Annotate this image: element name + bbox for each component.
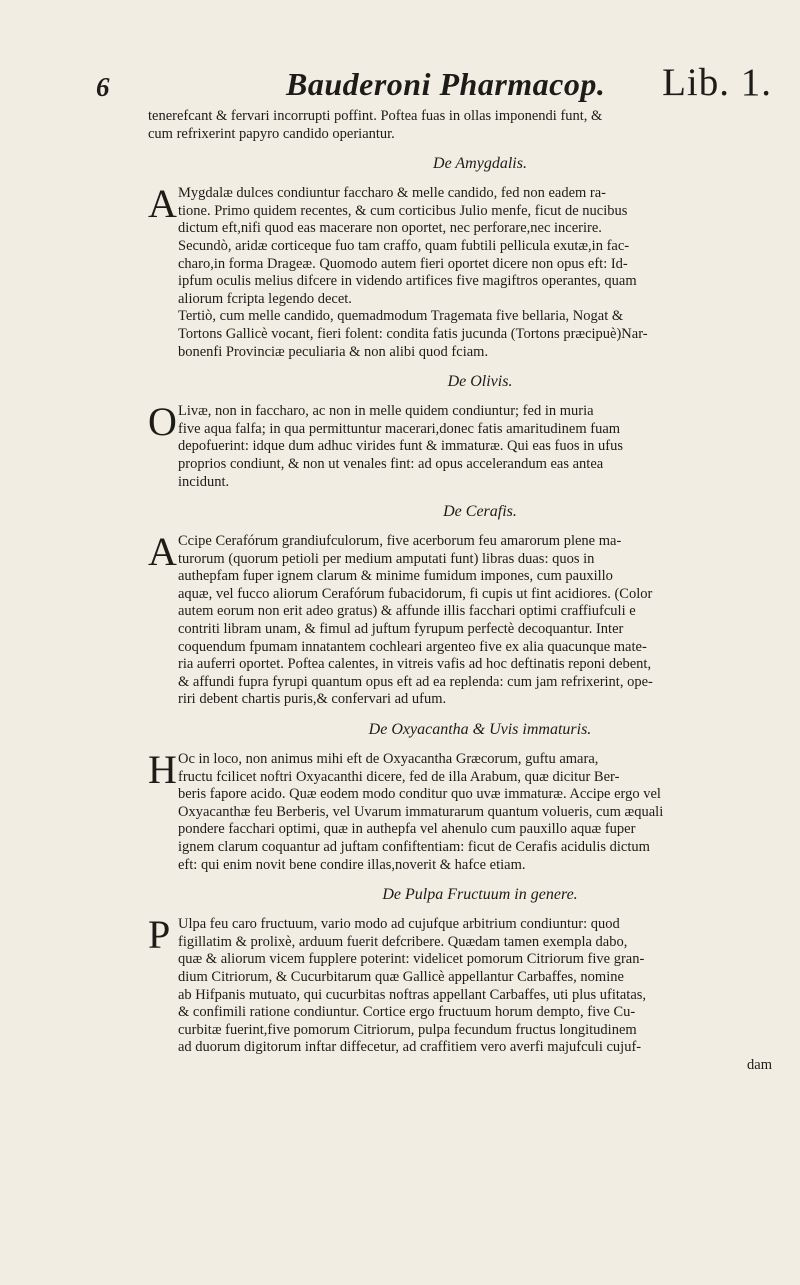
section-heading: De Pulpa Fructuum in genere. <box>382 886 578 904</box>
text-line: Oxyacanthæ feu Berberis, vel Uvarum immaturarum quantum volueris, cum æquali <box>178 803 664 820</box>
text-line: Ccipe Cerafórum grandiufculorum, five acerborum feu amarorum plene ma- <box>178 533 622 550</box>
text-line: eft: qui enim novit bene condire illas,noverit & hafce etiam. <box>178 856 526 873</box>
text-line: tione. Primo quidem recentes, & cum corticibus Julio menfe, ficut de nucibus <box>178 202 628 219</box>
section-heading: De Amygdalis. <box>433 155 527 173</box>
text-line: & confimili ratione condiuntur. Cortice ergo fructuum horum dempto, five Cu- <box>178 1004 636 1021</box>
text-line: authepfam fuper ignem clarum & minime fumidum impones, cum pauxillo <box>178 568 613 585</box>
text-line: dictum eft,nifi quod eas macerare non oportet, nec perforare,nec incerire. <box>178 220 602 237</box>
section-olivis <box>148 399 772 491</box>
text-line: depofuerint: idque dum adhuc virides funt & immaturæ. Qui eas fuos in ufus <box>178 438 623 455</box>
text-line: Mygdalæ dulces condiuntur faccharo & melle candido, fed non eadem ra- <box>178 185 606 202</box>
book-reference: Lib. 1. <box>662 61 772 104</box>
text-line: five aqua falfa; in qua permittuntur macerari,donec fatis amaritudinem fuam <box>178 420 621 437</box>
text-line: charo,in forma Drageæ. Quomodo autem fieri oportet dicere non opus eft: Id- <box>178 255 628 272</box>
text-line: dium Citriorum, & Cucurbitarum quæ Gallicè appellantur Carbaffes, nomine <box>178 968 624 985</box>
text-line: Secundò, aridæ corticeque fuo tam craffo, quam fubtili pellicula exutæ,in fac- <box>178 237 630 254</box>
drop-capital: O <box>148 399 177 445</box>
section-oxyacantha <box>148 747 772 874</box>
drop-capital: H <box>148 747 177 793</box>
text-line: fructu fcilicet noftri Oxyacanthi dicere, fed de illa Arabum, quæ dicitur Ber- <box>178 768 620 785</box>
page-number: 6 <box>96 72 110 102</box>
text-line: aquæ, vel fucco aliorum Cerafórum fubacidorum, fi cupis ut fint acidiores. (Color <box>178 585 653 602</box>
text-line: incidunt. <box>178 473 230 490</box>
text-line: tenerefcant & fervari incorrupti poffint. Poftea fuas in ollas imponendi funt, & <box>148 108 603 124</box>
text-line: figillatim & prolixè, arduum fuerit defcribere. Quædam tamen exempla dabo, <box>178 933 628 950</box>
text-line: autem eorum non erit adeo gratus) & affunde illis facchari optimi craffiufculi e <box>178 603 636 620</box>
text-line: bonenfi Provinciæ peculiaria & non alibi quod fciam. <box>178 343 489 360</box>
section-amygdalis <box>148 181 772 361</box>
text-line: riri debent chartis puris,& confervari ad ufum. <box>178 691 447 708</box>
text-line: curbitæ fuerint,five pomorum Citriorum, pulpa fecundum fructus longitudinem <box>178 1021 637 1038</box>
text-line: turorum (quorum petioli per medium amputati funt) libras duas: quos in <box>178 550 595 567</box>
text-line: ria auferri oportet. Poftea calentes, in vitreis vafis ad hoc deftinatis reponi debent, <box>178 656 652 673</box>
drop-capital: A <box>148 181 177 227</box>
text-line: contriti libram unam, & fimul ad juftum fyrupum perfectè decoquantur. Inter <box>178 621 624 638</box>
catchword: dam <box>747 1056 772 1073</box>
text-line: Tertiò, cum melle candido, quemadmodum Tragemata five bellaria, Nogat & <box>178 308 624 325</box>
page-body <box>148 108 772 1075</box>
text-line: aliorum fcripta legendo decet. <box>178 290 352 307</box>
text-line: cum refrixerint papyro candido operiantur. <box>148 125 395 142</box>
section-heading: De Oxyacantha & Uvis immaturis. <box>368 721 592 739</box>
text-line: Livæ, non in faccharo, ac non in melle quidem condiuntur; fed in muria <box>178 403 594 420</box>
text-line: & affundi fupra fyrupi quantum opus eft ad ea replenda: cum jam refrixerint, ope- <box>178 673 653 690</box>
text-line: ipfum oculis melius difcere in videndo artifices five magiftros operantes, quam <box>178 273 637 290</box>
text-line: ab Hifpanis mutuato, qui cucurbitas noftras appellant Carbaffes, uti plus ufitatas, <box>178 986 647 1003</box>
drop-capital: A <box>148 529 177 575</box>
running-title: Bauderoni Pharmacop. <box>286 66 606 102</box>
section-cerasis <box>148 529 772 709</box>
text-line: proprios condiunt, & non ut venales fint: ad opus accelerandum eas antea <box>178 455 604 472</box>
text-line: Ulpa feu caro fructuum, vario modo ad cujufque arbitrium condiuntur: quod <box>178 916 620 933</box>
text-line: quæ & aliorum vicem fupplere poterint: videlicet pomorum Citriorum five gran- <box>178 951 645 968</box>
drop-capital: P <box>148 912 171 958</box>
text-line: Tortons Gallicè vocant, fieri folent: condita fatis jucunda (Tortons præcipuè)Nar- <box>178 325 648 342</box>
section-heading: De Cerafis. <box>443 503 517 521</box>
page-header <box>96 60 772 108</box>
section-heading: De Olivis. <box>447 373 513 391</box>
section-pulpa <box>148 912 772 1057</box>
text-line: coquendum fpumam innatantem cochleari argenteo five ex alia quacunque mate- <box>178 638 647 655</box>
text-line: ad duorum digitorum inftar diffecetur, ad craffitiem vero averfi majufculi cujuf- <box>178 1039 642 1056</box>
text-line: Oc in loco, non animus mihi eft de Oxyacantha Græcorum, guftu amara, <box>178 751 599 768</box>
text-line: beris fapore acido. Quæ eodem modo conditur quo uvæ immaturæ. Accipe ergo vel <box>178 786 661 803</box>
text-line: ignem clarum coquantur ad juftam confiftentiam: ficut de Cerafis acidulis dictum <box>178 839 650 855</box>
text-line: pondere facchari optimi, quæ in authepfa vel ahenulo cum pauxillo aquæ fuper <box>178 821 636 838</box>
